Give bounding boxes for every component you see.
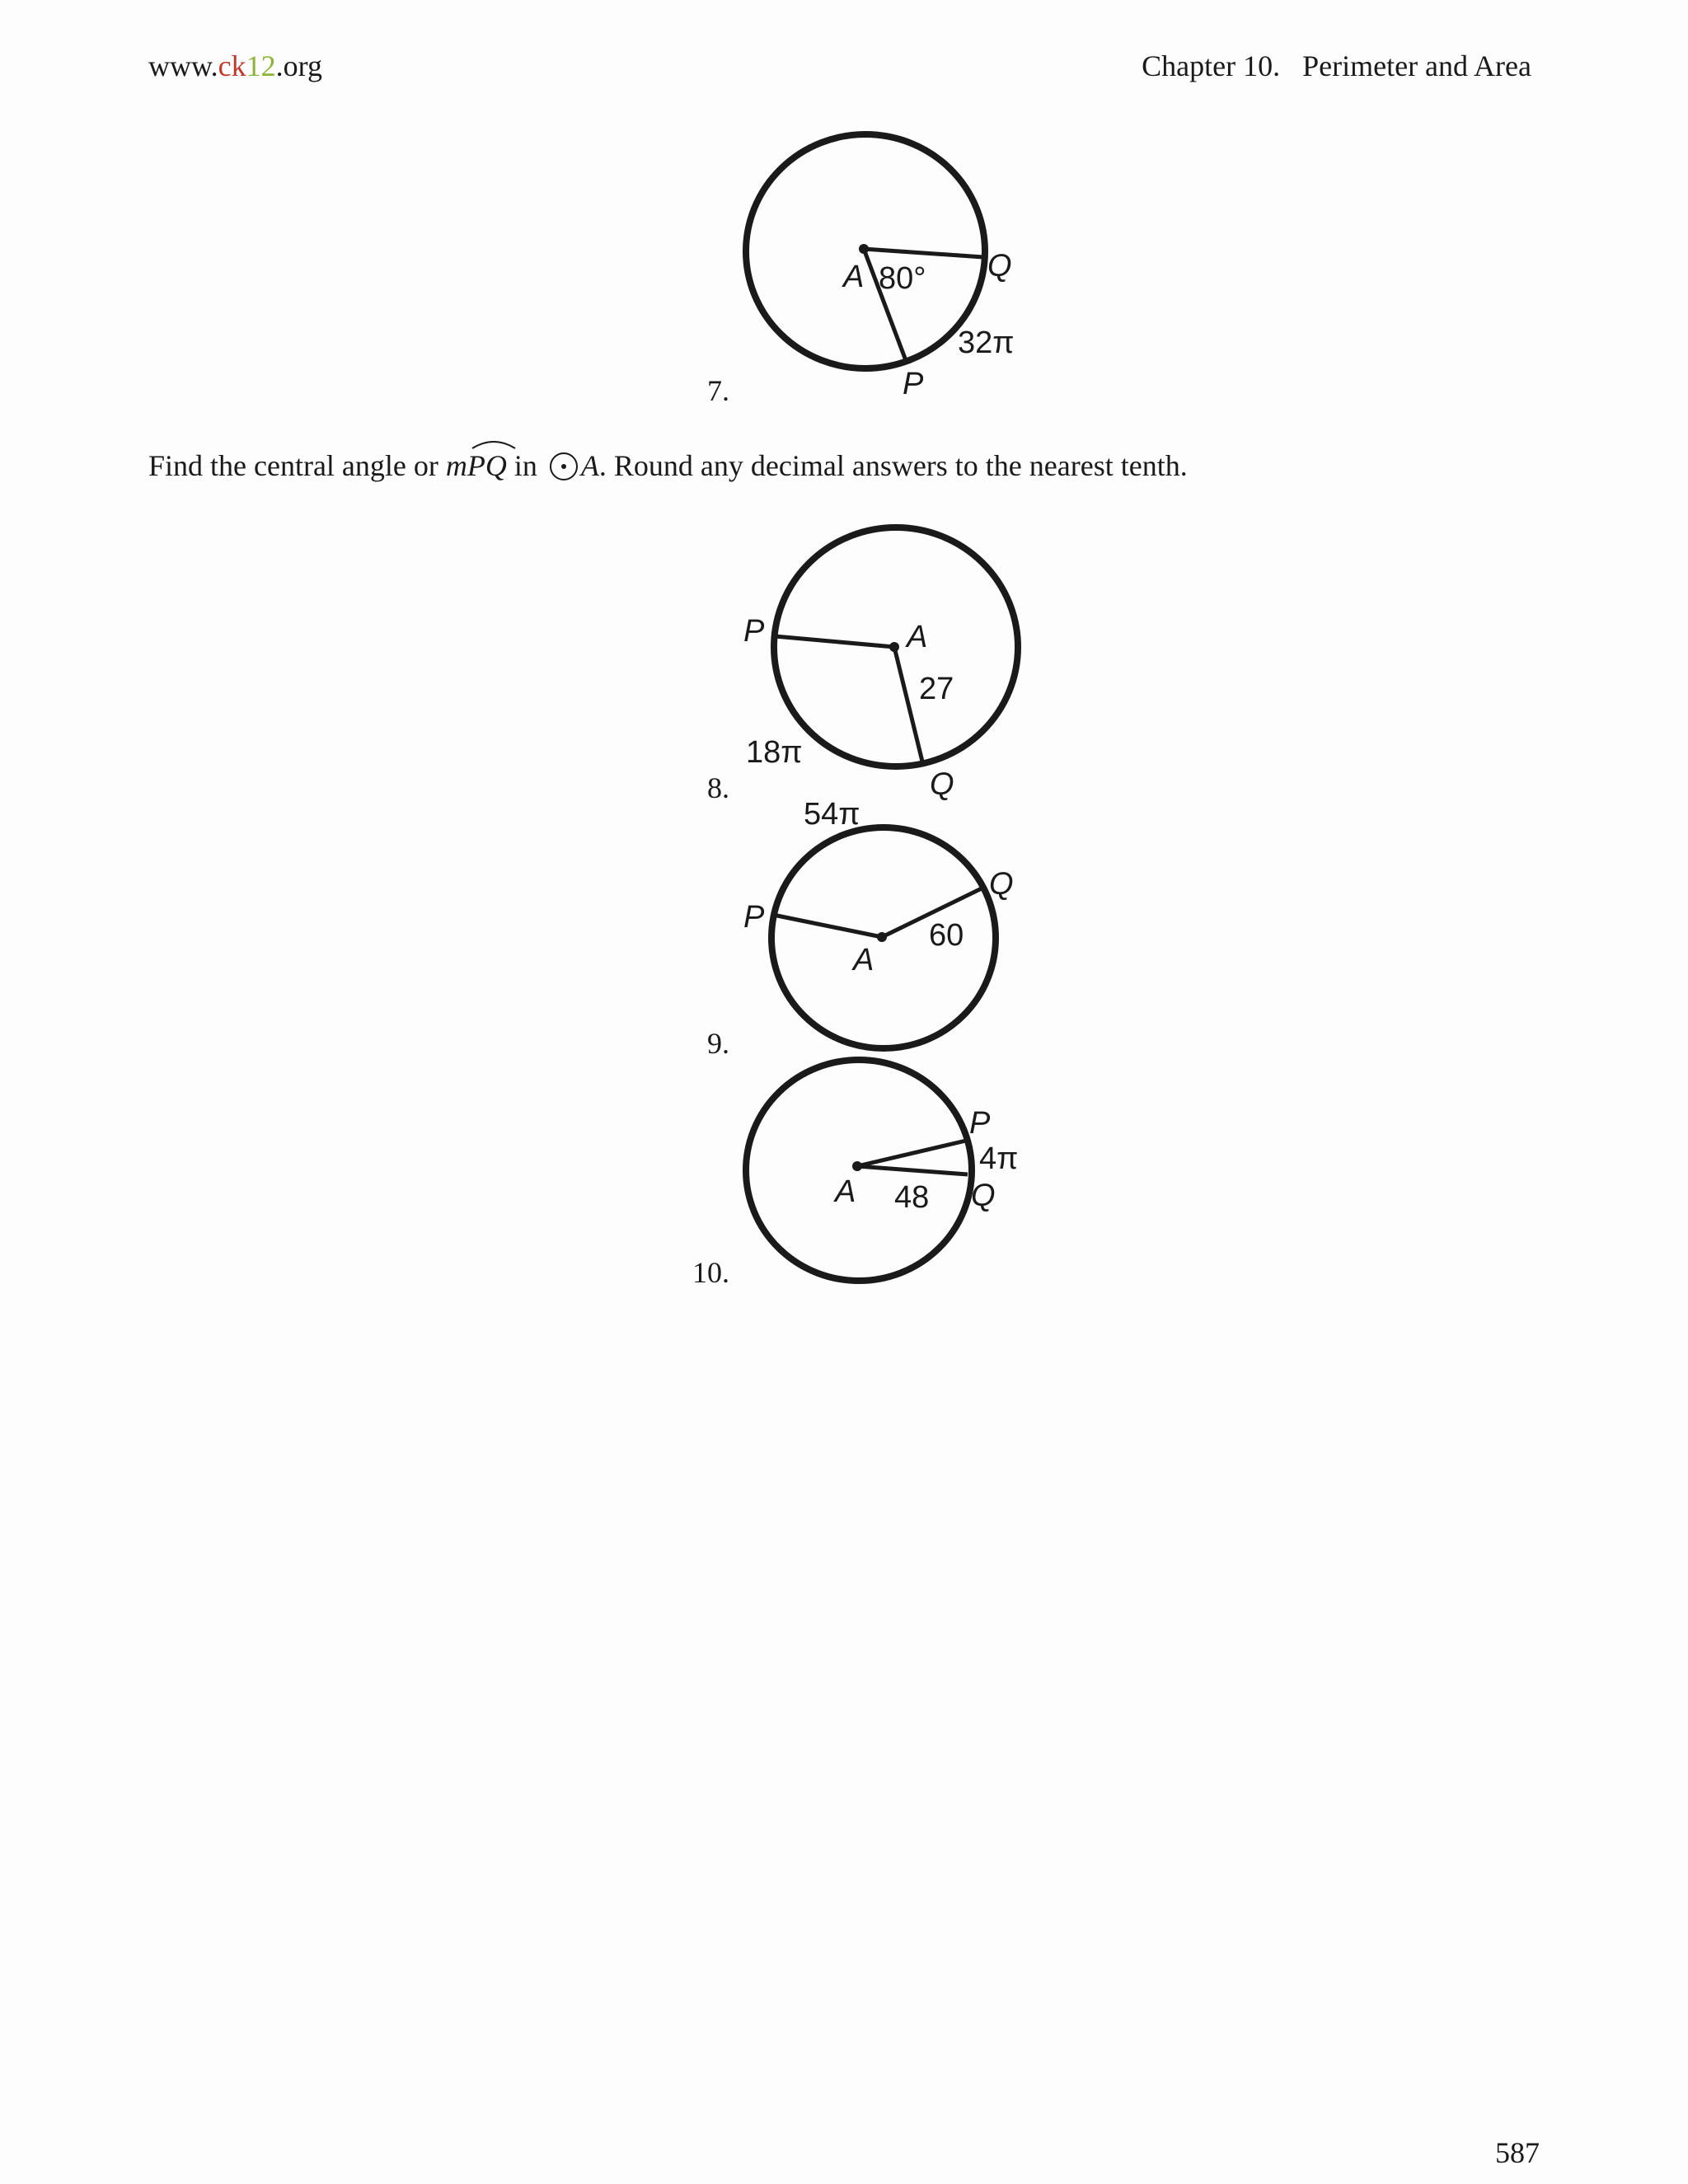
figure-7 bbox=[746, 134, 1015, 401]
radius-9-p bbox=[773, 915, 882, 937]
radius-label-10: 48 bbox=[894, 1180, 930, 1215]
instruction-part3: . Round any decimal answers to the nearest tenth. bbox=[598, 449, 1188, 482]
center-point-8 bbox=[889, 642, 899, 652]
problem-7-number: 7. bbox=[707, 374, 729, 407]
arc-label-9: 54π bbox=[804, 797, 860, 832]
radius-10-q bbox=[857, 1166, 968, 1174]
angle-label-7: 80° bbox=[879, 261, 926, 296]
q-label-9: Q bbox=[989, 867, 1014, 902]
center-label-10: A bbox=[835, 1174, 856, 1209]
arc-label-7: 32π bbox=[958, 326, 1015, 360]
radius-label-9: 60 bbox=[929, 918, 964, 953]
instruction-m: m bbox=[445, 449, 467, 482]
site-suffix: .org bbox=[275, 49, 322, 82]
site-12: 12 bbox=[246, 49, 276, 82]
radius-7-q bbox=[864, 249, 983, 257]
q-label-7: Q bbox=[987, 249, 1012, 284]
problem-10-number: 10. bbox=[692, 1256, 729, 1289]
center-label-7: A bbox=[843, 260, 865, 294]
p-label-7: P bbox=[903, 367, 924, 401]
radius-8-p bbox=[775, 636, 894, 647]
p-label-8: P bbox=[743, 614, 765, 649]
site-prefix: www. bbox=[148, 49, 218, 82]
page-number: 587 bbox=[1495, 2136, 1540, 2169]
problem-8-number: 8. bbox=[707, 771, 729, 804]
p-label-10: P bbox=[969, 1106, 991, 1141]
center-point-7 bbox=[859, 244, 869, 254]
problem-9-number: 9. bbox=[707, 1027, 729, 1060]
chapter-title: Chapter 10. Perimeter and Area bbox=[1142, 49, 1531, 82]
figure-8 bbox=[743, 527, 1018, 802]
instruction-arc: PQ bbox=[467, 449, 507, 482]
instruction-part1: Find the central angle or bbox=[148, 449, 446, 482]
arc-label-10: 4π bbox=[979, 1141, 1019, 1176]
radius-10-p bbox=[857, 1141, 966, 1166]
site-ck: ck bbox=[218, 49, 246, 82]
center-point-10 bbox=[852, 1161, 862, 1171]
center-label-9: A bbox=[853, 943, 874, 977]
q-label-8: Q bbox=[930, 767, 954, 802]
q-label-10: Q bbox=[971, 1179, 996, 1213]
p-label-9: P bbox=[743, 900, 765, 935]
figure-10 bbox=[746, 1060, 1018, 1281]
center-label-8: A bbox=[907, 620, 928, 654]
arc-label-8: 18π bbox=[746, 735, 803, 770]
instruction-part2: in bbox=[506, 449, 545, 482]
figure-9 bbox=[743, 797, 1014, 1048]
instruction-circle-name: A bbox=[580, 449, 599, 482]
center-point-9 bbox=[877, 932, 887, 942]
radius-label-8: 27 bbox=[919, 672, 954, 706]
